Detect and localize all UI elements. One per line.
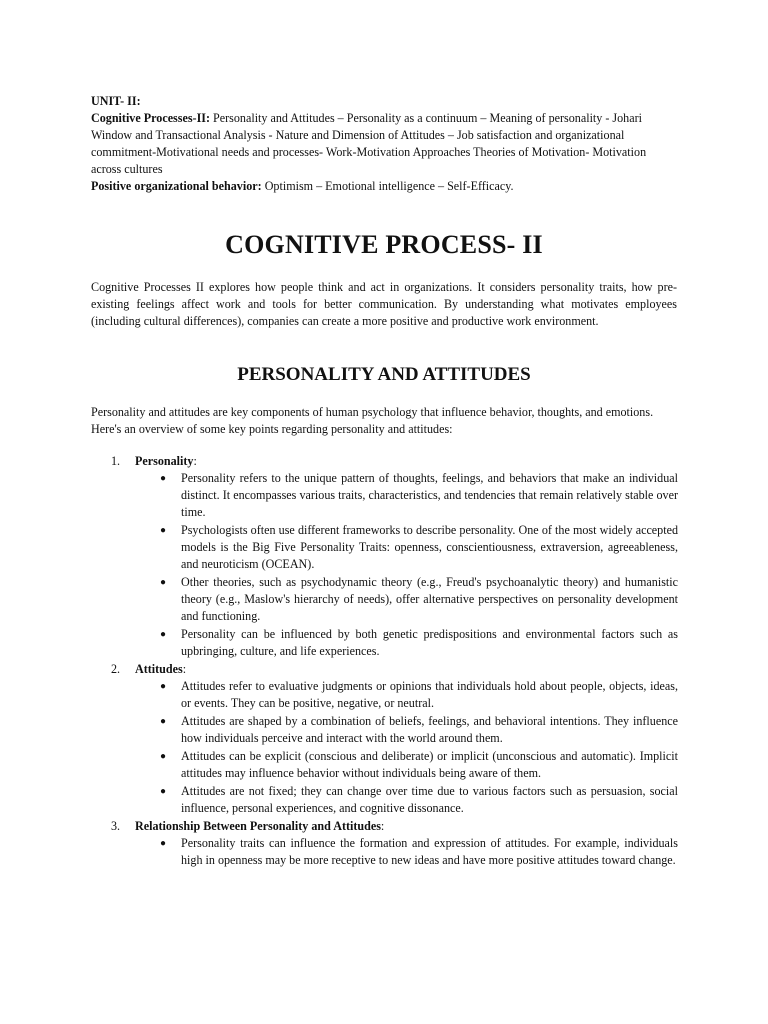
bullet-text: Personality refers to the unique pattern of thoughts, feelings, and behaviors that make an individual distinct. It encompasses various traits, characteristics, and tendencies that remain relatively stable over time. — [181, 471, 678, 519]
bullet-text: Attitudes can be explicit (conscious and deliberate) or implicit (unconscious and automatic). Implicit attitudes may influence behavior without individuals being aware of them. — [181, 749, 678, 780]
bullet-item — [160, 574, 678, 626]
unit-label: UNIT- II: — [91, 94, 141, 108]
bullet-icon: ● — [160, 473, 167, 484]
cognitive-processes-summary — [91, 110, 651, 178]
cognitive-processes-topics: Personality and Attitudes – Personality as a continuum – Meaning of personality - Johari Window and Transactional Analysis - Nature and Dimension of Attitudes – Job satisfaction and organizational commitment-Motivational needs and processes- Work-Motivation Approaches Theories of Motivation- Motivation across cultures — [91, 111, 647, 176]
unit-header — [91, 93, 651, 195]
intro-paragraph: Cognitive Processes II explores how people think and act in organizations. It considers personality traits, how pre-existing feelings affect work and tools for better communication. By understanding what motivates employees (including cultural differences), companies can create a more positive and productive work environment. — [91, 280, 677, 328]
list-item — [91, 818, 678, 870]
sub-list — [91, 835, 678, 870]
list-heading-colon: : — [380, 819, 385, 833]
page-title: COGNITIVE PROCESS- II — [225, 230, 543, 259]
bullet-text: Attitudes refer to evaluative judgments or opinions that individuals hold about people, objects, ideas, or events. They can be positive, negative, or neutral. — [181, 679, 678, 710]
section-title: PERSONALITY AND ATTITUDES — [237, 364, 531, 385]
list-item-heading — [91, 453, 678, 470]
bullet-icon: ● — [160, 629, 167, 640]
bullet-icon: ● — [160, 681, 167, 692]
bullet-item — [160, 713, 678, 748]
list-number: 1. — [111, 454, 121, 468]
bullet-item — [160, 470, 678, 522]
bullet-icon: ● — [160, 716, 167, 727]
bullet-icon: ● — [160, 577, 167, 588]
cognitive-processes-label: Cognitive Processes-II: — [91, 111, 211, 125]
bullet-item — [160, 678, 678, 713]
bullet-item — [160, 626, 678, 661]
list-item — [91, 453, 678, 661]
bullet-icon: ● — [160, 751, 167, 762]
bullet-icon: ● — [160, 838, 167, 849]
positive-ob-summary — [91, 178, 651, 195]
bullet-item — [160, 783, 678, 818]
bullet-icon: ● — [160, 786, 167, 797]
overview-paragraph: Personality and attitudes are key components of human psychology that influence behavior, thoughts, and emotions. Here's an overview of some key points regarding personality and attitudes: — [91, 405, 654, 436]
bullet-item — [160, 522, 678, 574]
bullet-text: Psychologists often use different frameworks to describe personality. One of the most widely accepted models is the Big Five Personality Traits: openness, conscientiousness, extraversion, agreeableness, and neuroticism (OCEAN). — [181, 523, 678, 571]
bullet-item — [160, 835, 678, 870]
list-item-heading — [91, 661, 678, 678]
sub-list — [91, 678, 678, 818]
bullet-text: Attitudes are shaped by a combination of beliefs, feelings, and behavioral intentions. They influence how individuals perceive and interact with the world around them. — [181, 714, 678, 745]
list-item — [91, 661, 678, 818]
list-heading-text: Personality — [135, 454, 194, 468]
positive-ob-label: Positive organizational behavior: — [91, 179, 262, 193]
bullet-icon: ● — [160, 525, 167, 536]
positive-ob-topics: Optimism – Emotional intelligence – Self-Efficacy. — [264, 179, 514, 193]
list-heading-colon: : — [193, 454, 197, 468]
bullet-text: Attitudes are not fixed; they can change over time due to various factors such as persuasion, social influence, personal experiences, and cognitive dissonance. — [181, 784, 678, 815]
list-heading-colon: : — [182, 662, 187, 676]
list-item-heading — [91, 818, 678, 835]
bullet-text: Personality can be influenced by both genetic predispositions and environmental factors such as upbringing, culture, and life experiences. — [181, 627, 678, 658]
sub-list — [91, 470, 678, 661]
list-heading-text: Attitudes — [135, 662, 183, 676]
key-points-list — [91, 453, 678, 870]
list-number: 3. — [111, 819, 121, 833]
bullet-text: Personality traits can influence the formation and expression of attitudes. For example, individuals high in openness may be more receptive to new ideas and have more positive attitudes toward change. — [181, 836, 678, 867]
bullet-text: Other theories, such as psychodynamic theory (e.g., Freud's psychoanalytic theory) and humanistic theory (e.g., Maslow's hierarchy of needs), offer alternative perspectives on personality development and functioning. — [181, 575, 678, 623]
bullet-item — [160, 748, 678, 783]
list-number: 2. — [111, 662, 121, 676]
list-heading-text: Relationship Between Personality and Attitudes — [135, 819, 381, 833]
